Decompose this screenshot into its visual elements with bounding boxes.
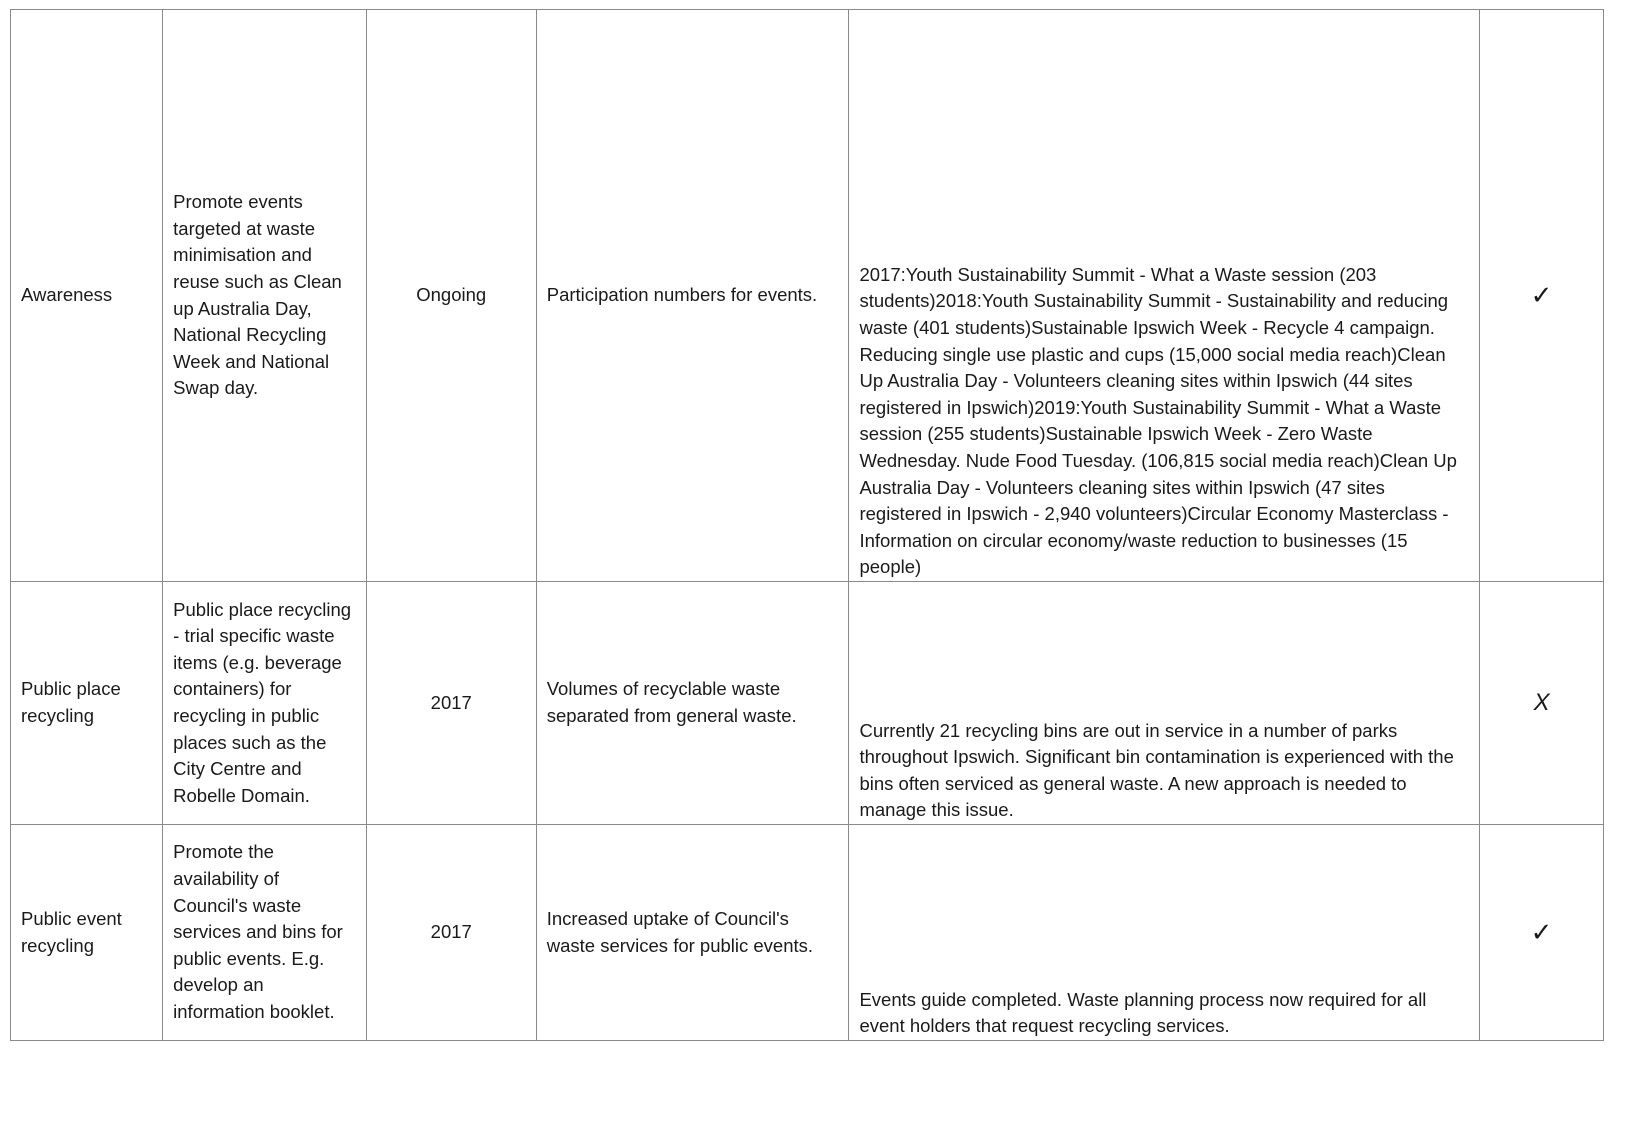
table-row [11,825,1604,1041]
status-check-icon: ✓ [1480,10,1604,582]
progress-cell: Events guide completed. Waste planning process now required for all event holders that request recycling services. [849,825,1480,1041]
measure-cell: Volumes of recyclable waste separated from general waste. [536,582,849,825]
category-cell: Public place recycling [11,582,163,825]
table-row [11,10,1604,582]
progress-table [10,9,1604,1041]
category-cell: Awareness [11,10,163,582]
status-cross-icon: X [1480,582,1604,825]
timeframe-cell: 2017 [366,582,536,825]
measure-cell: Participation numbers for events. [536,10,849,582]
progress-cell: Currently 21 recycling bins are out in service in a number of parks throughout Ipswich. Significant bin contamination is experienced with the bins often serviced as general waste. A new approach is needed to manage this issue. [849,582,1480,825]
status-check-icon: ✓ [1480,825,1604,1041]
category-cell: Public event recycling [11,825,163,1041]
progress-cell: 2017:Youth Sustainability Summit - What a Waste session (203 students)2018:Youth Sustainability Summit - Sustainability and reducing waste (401 students)Sustainable Ipswich Week - Recycle 4 campaign. Reducing single use plastic and cups (15,000 social media reach)Clean Up Australia Day - Volunteers cleaning sites within Ipswich (44 sites registered in Ipswich)2019:Youth Sustainability Summit - What a Waste session (255 students)Sustainable Ipswich Week - Zero Waste Wednesday. Nude Food Tuesday. (106,815 social media reach)Clean Up Australia Day - Volunteers cleaning sites within Ipswich (47 sites registered in Ipswich - 2,940 volunteers)Circular Economy Masterclass - Information on circular economy/waste reduction to businesses (15 people) [849,10,1480,582]
action-cell: Public place recycling - trial specific waste items (e.g. beverage containers) for recycling in public places such as the City Centre and Robelle Domain. [163,582,367,825]
timeframe-cell: Ongoing [366,10,536,582]
measure-cell: Increased uptake of Council's waste services for public events. [536,825,849,1041]
table-row [11,582,1604,825]
action-cell: Promote events targeted at waste minimisation and reuse such as Clean up Australia Day, National Recycling Week and National Swap day. [163,10,367,582]
action-cell: Promote the availability of Council's waste services and bins for public events. E.g. develop an information booklet. [163,825,367,1041]
timeframe-cell: 2017 [366,825,536,1041]
